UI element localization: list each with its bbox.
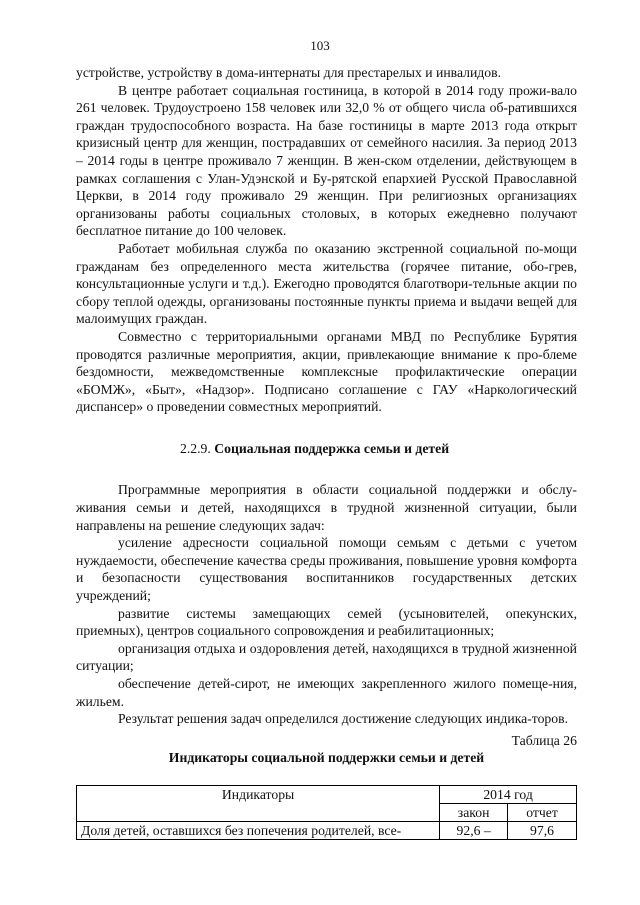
paragraphs-top bbox=[76, 64, 577, 416]
header-fact: отчет bbox=[508, 803, 577, 821]
cell-plan: 92,6 – bbox=[440, 821, 508, 839]
header-year: 2014 год bbox=[440, 785, 577, 803]
paragraph: Программные мероприятия в области социальной поддержки и обслу-живания семьи и детей, находящихся в трудной жизненной ситуации, были направлены на решение следующих задач: bbox=[76, 482, 577, 533]
table-header-row bbox=[77, 785, 577, 803]
table-title: Индикаторы социальной поддержки семьи и детей bbox=[168, 750, 485, 766]
paragraph: устройстве, устройству в дома-интернаты для престарелых и инвалидов. bbox=[76, 65, 501, 80]
paragraph: Результат решения задач определился достижение следующих индика-торов. bbox=[118, 711, 568, 727]
section-number: 2.2.9. bbox=[180, 440, 211, 456]
paragraph: Работает мобильная служба по оказанию экстренной социальной по-мощи гражданам без определенного места жительства (горячее питание, обо-грев, консультационные услуги и т.д.). Ежегодно проводятся благотвори-тельные акции по сбору теплой одежды, организованы постоянные пункты приема и выдачи вещей для малоимущих граждан. bbox=[76, 240, 577, 327]
section-heading bbox=[76, 440, 577, 458]
indicators-table bbox=[76, 785, 577, 840]
cell-indicator: Доля детей, оставшихся без попечения родителей, все- bbox=[77, 821, 440, 839]
table-caption: Таблица 26 bbox=[511, 732, 577, 748]
task-item: развитие системы замещающих семей (усыновителей, опекунских, приемных), центров социального сопровождения и реабилитационных; bbox=[76, 605, 577, 639]
task-item: обеспечение детей-сирот, не имеющих закрепленного жилого помеще-ния, жильем. bbox=[76, 676, 577, 709]
page-number: 103 bbox=[310, 38, 330, 53]
paragraph: Совместно с территориальными органами МВД по Республике Бурятия проводятся различные мероприятия, акции, привлекающие внимание к про-блеме бездомности, межведомственные комплексные профилактические операции «БОМЖ», «Быт», «Надзор». Подписано соглашение с ГАУ «Наркологический диспансер» о проведении совместных мероприятий. bbox=[76, 328, 577, 415]
task-item: организация отдыха и оздоровления детей, находящихся в трудной жизненной ситуации; bbox=[76, 640, 577, 674]
header-plan: закон bbox=[440, 803, 508, 821]
document-body bbox=[76, 64, 577, 840]
section-title: Социальная поддержка семьи и детей bbox=[214, 440, 450, 456]
paragraphs-bottom bbox=[76, 481, 577, 727]
task-item: усиление адресности социальной помощи семьям с детьми с учетом нуждаемости, обеспечение качества среды проживания, повышение уровня комфорта и безопасности существования воспитанников государственных детских учреждений; bbox=[76, 535, 577, 604]
paragraph: В центре работает социальная гостиница, в которой в 2014 году прожи-вало 261 человек. Трудоустроено 158 человек или 32,0 % от общего числа об-ратившихся граждан трудоспособного возраста. На базе гостиницы в марте 2013 года открыт кризисный центр для женщин, пострадавших от семейного насилия. За период 2013 – 2014 годы в центре проживало 7 женщин. В жен-ском отделении, действующем в рамках соглашения с Улан-Удэнской и Бу-рятской епархией Русской Православной Церкви, в 2014 году проживало 29 женщин. При религиозных организациях организованы работы социальных столовых, в которых ежедневно получают бесплатное питание до 100 человек. bbox=[76, 82, 577, 239]
table-row bbox=[77, 821, 577, 839]
cell-fact: 97,6 bbox=[508, 821, 577, 839]
header-indicators: Индикаторы bbox=[77, 785, 440, 821]
